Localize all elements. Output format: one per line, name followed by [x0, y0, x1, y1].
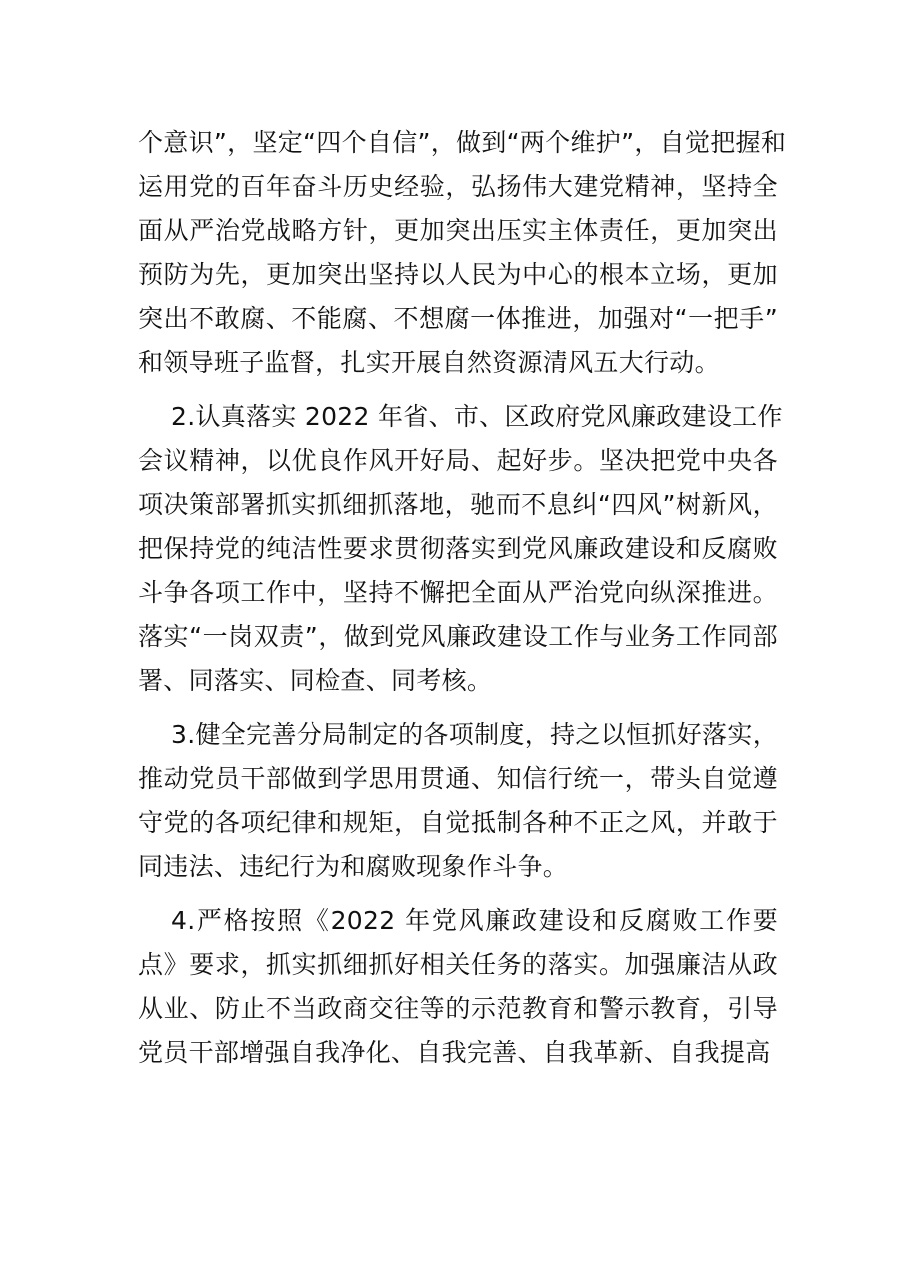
paragraph-line: 和领导班子监督，扎实开展自然资源清风五大行动。 [138, 348, 720, 377]
paragraph-line: 署、同落实、同检查、同考核。 [138, 666, 493, 695]
paragraph-line: 把保持党的纯洁性要求贯彻落实到党风廉政建设和反腐败 [138, 534, 778, 563]
paragraph-line: 运用党的百年奋斗历史经验，弘扬伟大建党精神，坚持全 [138, 172, 778, 201]
paragraph-line: 2.认真落实 2022 年省、市、区政府党风廉政建设工作 [171, 402, 783, 431]
paragraph-line: 3.健全完善分局制定的各项制度，持之以恒抓好落实， [171, 720, 778, 749]
paragraph [138, 395, 783, 703]
paragraph-line: 会议精神，以优良作风开好局、起好步。坚决把党中央各 [138, 446, 778, 475]
paragraph-line: 同违法、违纪行为和腐败现象作斗争。 [138, 852, 569, 881]
paragraph-line: 党员干部增强自我净化、自我完善、自我革新、自我提高 [138, 1038, 771, 1067]
paragraph-line: 守党的各项纪律和规矩，自觉抵制各种不正之风，并敢于 [138, 808, 778, 837]
paragraph-line: 落实“一岗双责”，做到党风廉政建设工作与业务工作同部 [138, 622, 778, 651]
paragraph [138, 899, 778, 1075]
paragraph-line: 点》要求，抓实抓细抓好相关任务的落实。加强廉洁从政 [138, 950, 778, 979]
paragraph-line: 斗争各项工作中，坚持不懈把全面从严治党向纵深推进。 [138, 578, 778, 607]
paragraph-line: 突出不敢腐、不能腐、不想腐一体推进，加强对“一把手” [138, 304, 778, 333]
paragraph-line: 项决策部署抓实抓细抓落地，驰而不息纠“四风”树新风， [138, 490, 778, 519]
paragraph [138, 713, 778, 889]
paragraph-line: 预防为先，更加突出坚持以人民为中心的根本立场，更加 [138, 260, 778, 289]
paragraph-line: 4.严格按照《2022 年党风廉政建设和反腐败工作要 [171, 906, 778, 935]
paragraph-line: 面从严治党战略方针，更加突出压实主体责任，更加突出 [138, 216, 778, 245]
paragraph [138, 121, 787, 385]
paragraph-line: 从业、防止不当政商交往等的示范教育和警示教育，引导 [138, 994, 778, 1023]
paragraph-line: 个意识”，坚定“四个自信”，做到“两个维护”，自觉把握和 [138, 128, 787, 157]
paragraph-line: 推动党员干部做到学思用贯通、知信行统一，带头自觉遵 [138, 764, 778, 793]
document-body [138, 121, 787, 1075]
